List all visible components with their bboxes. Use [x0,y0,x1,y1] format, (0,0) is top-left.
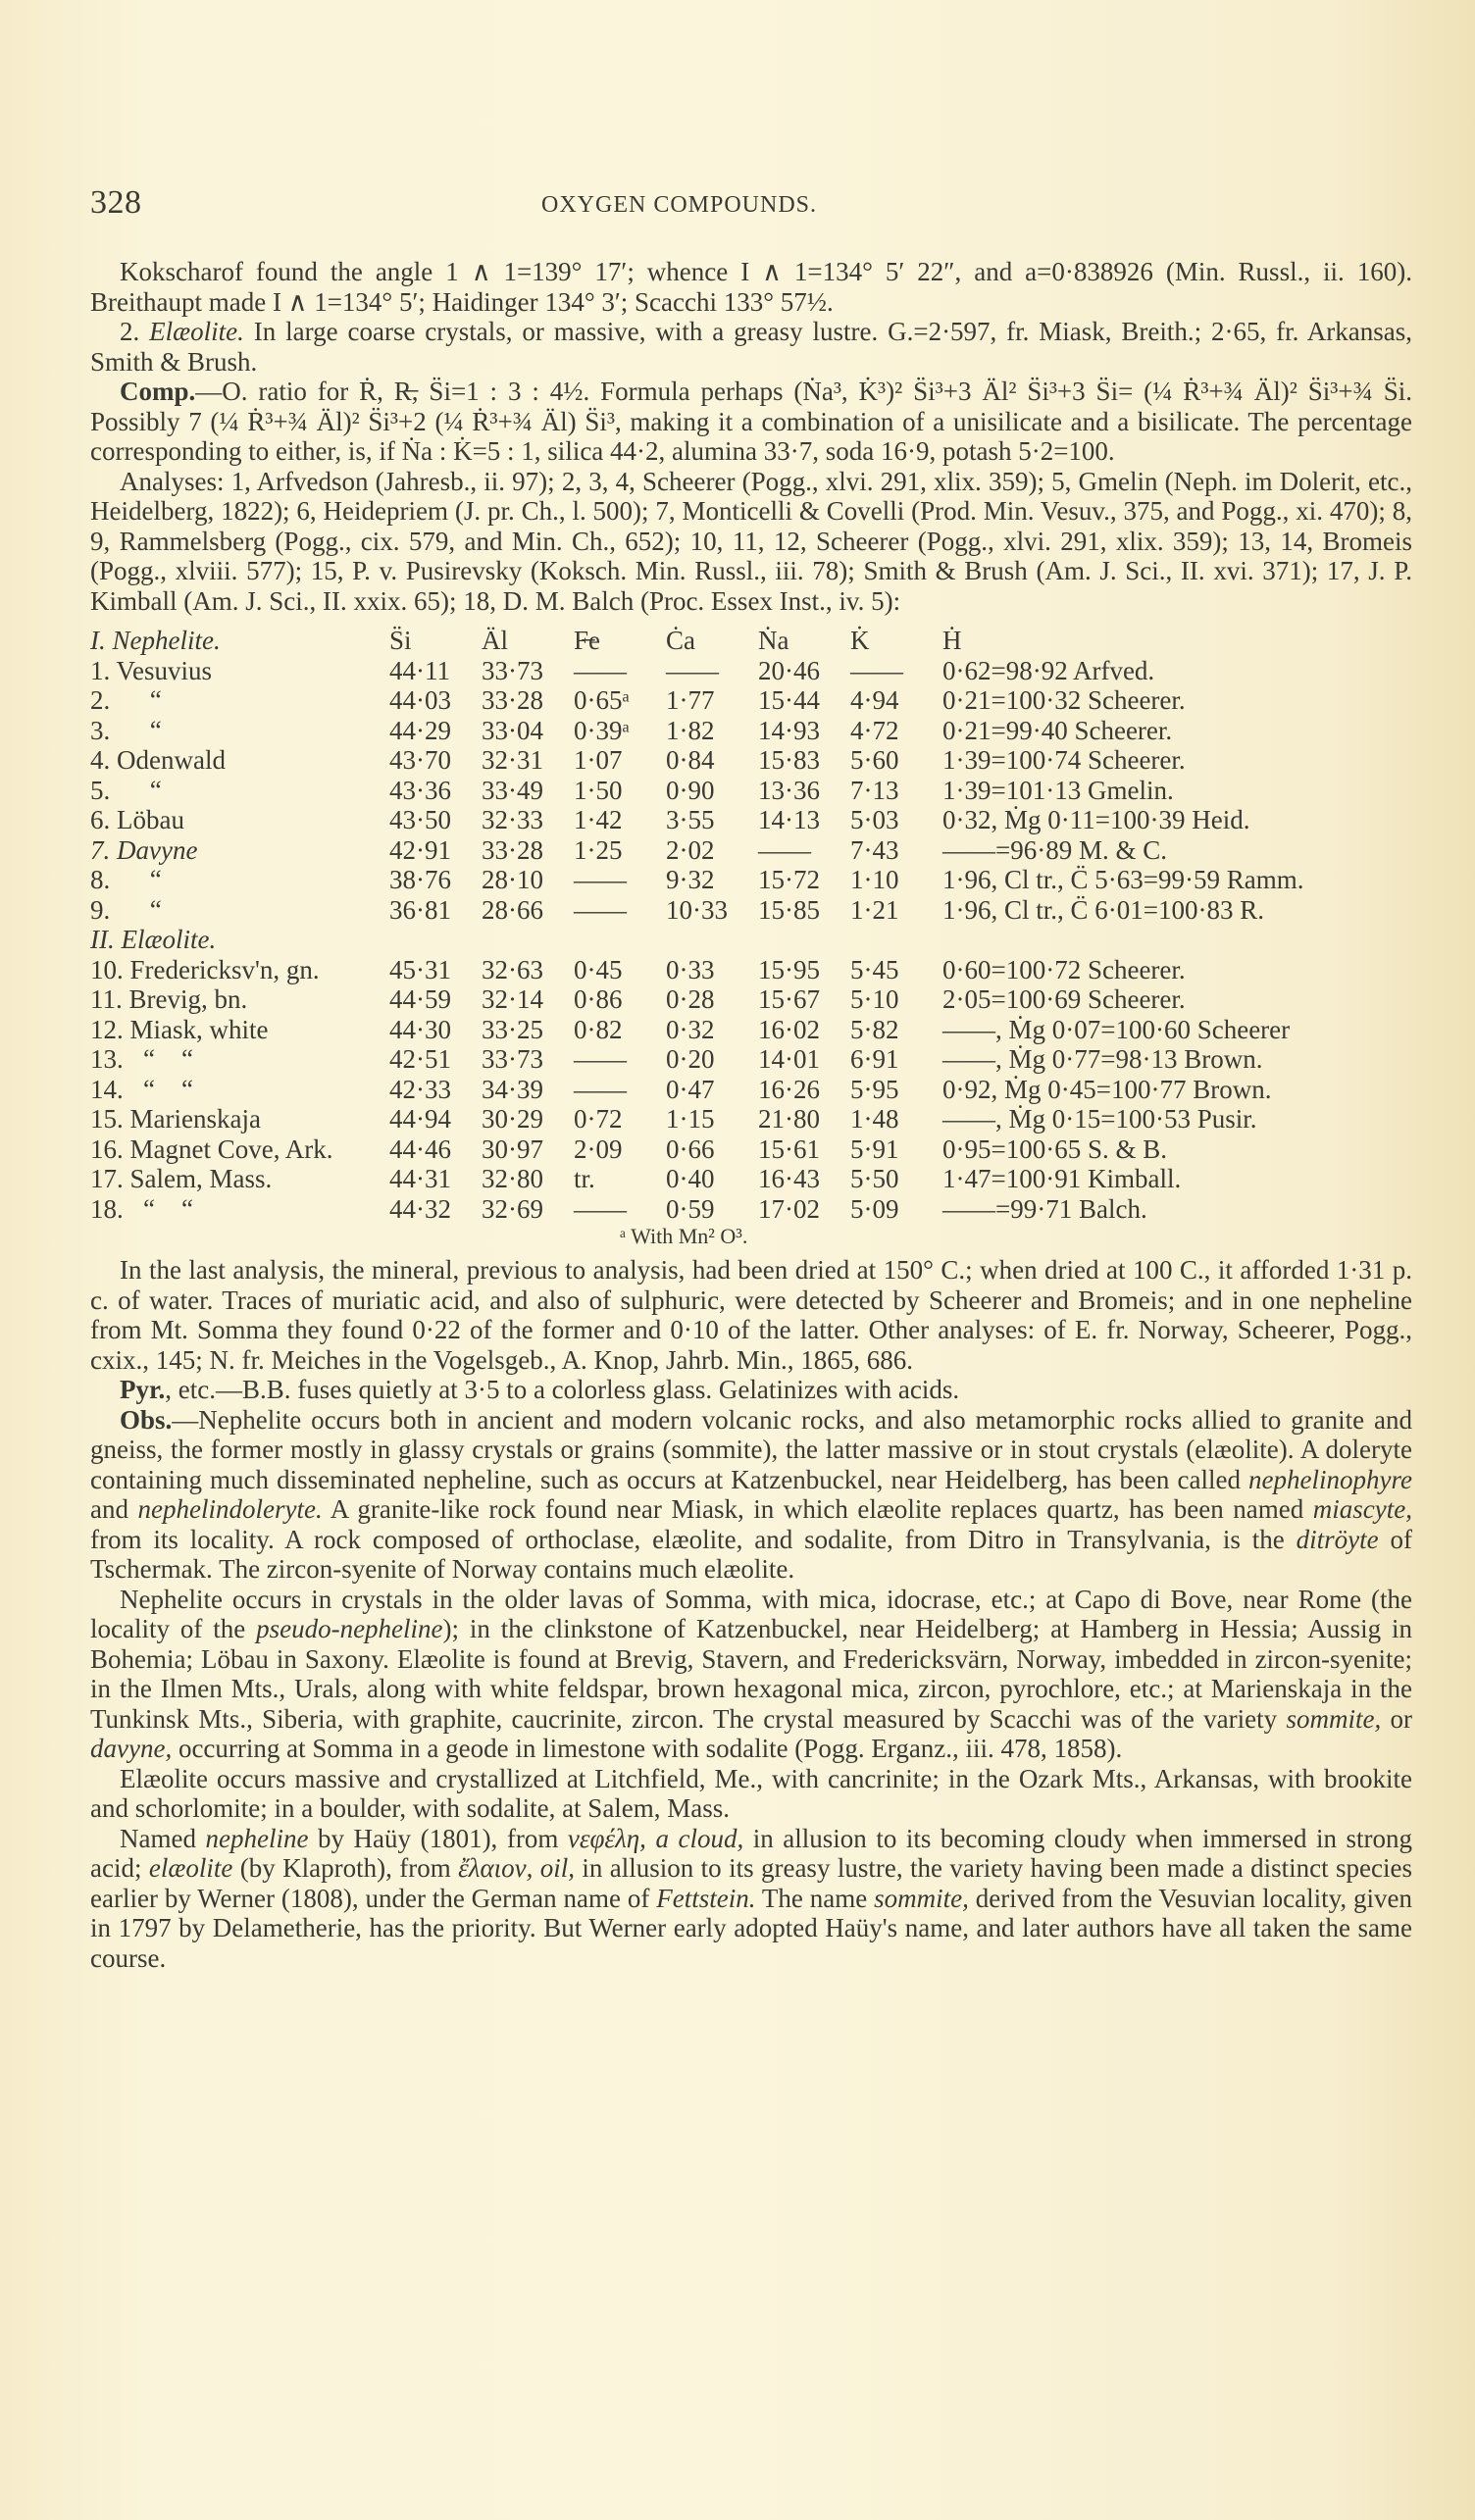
value-cell: 15·67 [758,984,820,1014]
water-total-analyst-cell: 1·39=100·74 Scheerer. [942,745,1186,775]
etymology-text: (by Klaproth), from [232,1853,459,1883]
value-cell: 0·59 [666,1193,715,1224]
table-row [90,716,1303,746]
value-cell: 28·66 [482,894,543,925]
value-cell: 42·51 [389,1044,451,1074]
value-cell: 0·20 [666,1044,715,1074]
page-number: 328 [90,184,142,221]
value-cell: 5·09 [850,1193,899,1224]
water-total-analyst-cell: ——, Ṁg 0·07=100·60 Scheerer [942,1014,1291,1044]
localities-text: Nephelite occurs in crystals in the older lavas of Somma, with mica, idocrase, etc.; at Capo di Bove, near Rome (the locality of the [90,1584,1412,1643]
value-cell: 30·97 [482,1134,543,1164]
elaeolite-description: In large coarse crystals, or massive, with a greasy lustre. G.=2·597, fr. Miask, Breith.; 2·65, fr. Arkansas, Smith & Brush. [90,317,1413,377]
water-total-analyst-cell: 2·05=100·69 Scheerer. [942,984,1186,1014]
value-cell: 32·63 [482,954,543,984]
etymology-text: The name [755,1883,875,1913]
value-cell: 14·01 [758,1044,820,1074]
water-total-analyst-cell: 0·60=100·72 Scheerer. [942,954,1186,984]
elaeolite-number: 2. [120,317,140,346]
table-row [90,865,1303,895]
value-cell: 15·83 [758,745,820,775]
value-cell: 3·55 [666,805,715,834]
water-total-analyst-cell: 0·21=99·40 Scheerer. [942,715,1173,745]
value-cell: 5·60 [850,745,899,775]
value-cell: 1·50 [574,775,623,805]
table-row [90,776,1303,806]
value-cell: 14·13 [758,805,820,834]
table-row [90,685,1303,716]
water-total-analyst-cell: ——, Ṁg 0·77=98·13 Brown. [942,1044,1263,1074]
nephelite-rows [90,656,1303,926]
composition-paragraph [90,377,1412,467]
obs-label: Obs. [120,1404,173,1435]
table-row [90,1134,1303,1165]
table-row [90,656,1303,686]
value-cell: 0·66 [666,1134,715,1164]
value-cell: 38·76 [389,865,451,894]
table-footnote-body [90,1224,1303,1249]
value-cell: 30·29 [482,1104,543,1134]
greek-oil: ἔλαιον, oil, [458,1853,576,1883]
locality-cell: 16. Magnet Cove, Ark. [90,1134,333,1164]
value-cell: 1·82 [666,715,715,745]
footnote-row [90,1224,1303,1249]
value-cell: 32·14 [482,984,543,1014]
value-cell: —— [574,894,627,925]
value-cell: 14·93 [758,715,820,745]
value-cell: 0·28 [666,984,715,1014]
value-cell: 43·50 [389,805,451,834]
value-cell: 0·47 [666,1074,715,1104]
section-title-row [90,925,1303,955]
locality-cell: 18. “ “ [90,1193,193,1224]
table-row [90,835,1303,866]
localities-text: occurring at Somma in a geode in limestone with sodalite (Pogg. Erganz., iii. 478, 1858). [172,1734,1123,1763]
locality-cell: 1. Vesuvius [90,655,213,685]
value-cell: 44·03 [389,685,451,715]
column-header-k: K̇ [850,626,870,655]
value-cell: 28·10 [482,865,543,894]
value-cell: 1·48 [850,1104,899,1134]
table-row [90,1015,1303,1045]
term-sommite: sommite, [874,1883,969,1913]
value-cell: 5·10 [850,984,899,1014]
value-cell: 1·15 [666,1104,715,1134]
value-cell: —— [574,655,627,685]
value-cell: —— [574,1074,627,1104]
analyses-table-wrap [90,626,1412,1249]
value-cell: 1·10 [850,865,899,894]
pyr-label: Pyr. [120,1375,166,1404]
etymology-text: by Haüy (1801), from [308,1823,568,1853]
greek-cloud: νεφέλη, a cloud, [567,1823,744,1853]
value-cell: 13·36 [758,775,820,805]
value-cell: 44·11 [389,655,450,685]
value-cell: 0·65ᵃ [574,685,630,715]
value-cell: 1·07 [574,745,623,775]
column-header-ca: Ċa [666,626,695,655]
elaeolite-section-head [90,925,1303,955]
value-cell: 0·32 [666,1014,715,1044]
analyses-table [90,626,1303,1249]
value-cell: 32·33 [482,805,543,834]
localities-text: or [1381,1703,1412,1734]
table-row [90,1164,1303,1194]
value-cell: 15·61 [758,1134,820,1164]
table-row [90,1075,1303,1105]
etymology-text: derived from the Vesuvian locality, given in 1797 by Delametherie, has the priority. But Werner early adopted Haüy's name, and later authors have all taken the same course. [90,1883,1412,1973]
comp-label: Comp. [120,377,196,406]
american-localities-paragraph: Elæolite occurs massive and crystallized at Litchfield, Me., with cancrinite; in the Ozark Mts., Arkansas, with brookite and schorlomite; in a boulder, with sodalite, at Salem, Mass. [90,1763,1412,1823]
term-elaeolite: elæolite [148,1853,233,1883]
locality-cell: 5. “ [90,775,162,805]
locality-cell: 13. “ “ [90,1044,193,1074]
value-cell: 15·95 [758,954,820,984]
value-cell: —— [574,1044,627,1074]
table-header-row [90,626,1303,656]
observations-paragraph [90,1405,1412,1585]
pyr-text: , etc.—B.B. fuses quietly at 3·5 to a colorless glass. Gelatinizes with acids. [165,1375,960,1404]
locality-cell: 14. “ “ [90,1074,193,1104]
term-nephelinophyre: nephelinophyre [1248,1464,1412,1494]
value-cell: 15·72 [758,865,820,894]
value-cell: 42·91 [389,834,451,865]
localities-text: ); in the clinkstone of Katzenbuckel, near Heidelberg; at Hamberg in Hessia; Aussig in Bohemia; Löbau in Saxony. Elæolite is found at Brevig, Stavern, and Fredericksvärn, Norway, imbedded in zircon-syenite; in the Ilmen Mts., Urals, along with white feldspar, brown hexagonal mica, zircon, pyrochlore, etc.; at Marienskaja in the Tunkinsk Mts., Siberia, with graphite, caucrinite, zircon. The crystal measured by Scacchi was of the variety [90,1614,1412,1734]
term-miascyte: miascyte, [1312,1494,1412,1524]
obs-text: from its locality. A rock composed of orthoclase, elæolite, and sodalite, from Ditro in Transylvania, is the [90,1524,1297,1554]
etymology-text: in allusion to its becoming cloudy when immersed in strong acid; [90,1823,1413,1883]
value-cell: —— [574,865,627,894]
term-nepheline: nepheline [205,1823,309,1853]
value-cell: 33·25 [482,1014,543,1044]
value-cell: tr. [574,1164,595,1193]
table-row [90,1194,1303,1225]
value-cell: 1·77 [666,685,715,715]
water-total-analyst-cell: ——, Ṁg 0·15=100·53 Pusir. [942,1104,1257,1134]
term-sommite: sommite, [1286,1703,1382,1734]
value-cell: 17·02 [758,1193,820,1224]
etymology-text: in allusion to its greasy lustre, the variety having been made a distinct species earlier by Werner (1808), under the German name of [90,1853,1413,1913]
localities-paragraph [90,1585,1412,1764]
value-cell: 33·73 [482,655,543,685]
column-header-fe: F̶e [574,626,600,655]
value-cell: 15·85 [758,894,820,925]
value-cell: 33·73 [482,1044,543,1074]
value-cell: —— [850,655,903,685]
value-cell: 21·80 [758,1104,820,1134]
water-total-analyst-cell: 0·92, Ṁg 0·45=100·77 Brown. [942,1074,1272,1104]
value-cell: 0·82 [574,1014,623,1044]
etymology-paragraph [90,1824,1412,1974]
value-cell: 0·90 [666,775,715,805]
locality-cell: 12. Miask, white [90,1014,269,1044]
value-cell: 44·29 [389,715,451,745]
value-cell: 44·46 [389,1134,451,1164]
locality-cell: 15. Marienskaja [90,1104,261,1134]
angle-paragraph: Kokscharof found the angle 1 ∧ 1=139° 17′; whence I ∧ 1=134° 5′ 22″, and a=0·838926 (Min. Russl., ii. 160). Breithaupt made I ∧ 1=134° 5′; Haidinger 134° 3′; Scacchi 133° 57½. [90,257,1412,317]
water-total-analyst-cell: 1·96, Cl tr., C̈ 5·63=99·59 Ramm. [942,865,1304,894]
value-cell: 7·13 [850,775,899,805]
value-cell: 44·30 [389,1014,451,1044]
comp-text: —O. ratio for Ṙ, R̶, S̈i=1 : 3 : 4½. Formula perhaps (Ṅa³, K̇³)² S̈i³+3 Äl² S̈i³+3 S̈i= (¼ Ṙ³+¾ Äl)² S̈i³+¾ S̈i. Possibly 7 (¼ Ṙ³+¾ Äl)² S̈i³+2 (¼ Ṙ³+¾ Äl) S̈i³, making it a combination of a unisilicate and a bisilicate. The percentage corresponding to either, is, if Ṅa : K̇=5 : 1, silica 44·2, alumina 33·7, soda 16·9, potash 5·2=100. [90,377,1412,466]
value-cell: 43·70 [389,745,451,775]
value-cell: 16·26 [758,1074,820,1104]
value-cell: 15·44 [758,685,820,715]
column-header-si: S̈i [389,626,412,655]
running-title: OXYGEN COMPOUNDS. [541,192,818,218]
water-total-analyst-cell: 0·95=100·65 S. & B. [942,1134,1167,1164]
obs-text: and [90,1494,138,1524]
value-cell: —— [666,655,719,685]
table-row [90,1044,1303,1075]
value-cell: 2·09 [574,1134,623,1164]
value-cell: 45·31 [389,954,451,984]
value-cell: 1·25 [574,834,623,865]
value-cell: 33·49 [482,775,543,805]
value-cell: 20·46 [758,655,820,685]
obs-text: —Nephelite occurs both in ancient and modern volcanic rocks, and also metamorphic rocks allied to granite and gneiss, the former mostly in glassy crystals or grains (sommite), the latter massive or in stout crystals (elæolite). A doleryte containing much disseminated nepheline, such as occurs at Katzenbuckel, near Heidelberg, has been called [90,1404,1412,1494]
value-cell: 6·91 [850,1044,899,1074]
table-row [90,955,1303,985]
term-ditroyte: ditröyte [1296,1524,1379,1554]
locality-cell: 17. Salem, Mass. [90,1164,273,1193]
value-cell: 0·40 [666,1164,715,1193]
value-cell: 2·02 [666,834,715,865]
drying-paragraph: In the last analysis, the mineral, previous to analysis, had been dried at 150° C.; when dried at 100 C., it afforded 1·31 p. c. of water. Traces of muriatic acid, and also of sulphuric, were detected by Scheerer and Bromeis; and in one nepheline from Mt. Somma they found 0·22 of the former and 0·10 of the latter. Other analyses: of E. fr. Norway, Scheerer, Pogg., cxix., 145; N. fr. Meiches in the Vogelsgeb., A. Knop, Jahrb. Min., 1865, 686. [90,1255,1412,1375]
etymology-text: Named [120,1823,206,1853]
value-cell: 33·28 [482,685,543,715]
value-cell: 16·02 [758,1014,820,1044]
value-cell: 36·81 [389,894,451,925]
value-cell: 4·94 [850,685,899,715]
value-cell: 7·43 [850,834,899,865]
value-cell: 32·80 [482,1164,543,1193]
value-cell: 0·33 [666,954,715,984]
locality-cell: 2. “ [90,685,162,715]
term-pseudo-nepheline: pseudo-nepheline [256,1614,443,1643]
water-total-analyst-cell: ——=99·71 Balch. [942,1193,1147,1224]
locality-cell: 8. “ [90,865,162,894]
value-cell: 32·69 [482,1193,543,1224]
running-head [90,184,1412,224]
water-total-analyst-cell: 1·39=101·13 Gmelin. [942,775,1174,805]
value-cell: 5·50 [850,1164,899,1193]
table-row [90,1104,1303,1134]
value-cell: 42·33 [389,1074,451,1104]
term-fettstein: Fettstein. [656,1883,756,1913]
locality-cell: 4. Odenwald [90,745,226,775]
value-cell: 0·84 [666,745,715,775]
value-cell: 5·82 [850,1014,899,1044]
value-cell: 0·72 [574,1104,623,1134]
value-cell: 5·91 [850,1134,899,1164]
term-nephelindoleryte: nephelindoleryte. [137,1494,323,1524]
locality-cell: 9. “ [90,894,162,925]
value-cell: 43·36 [389,775,451,805]
water-total-analyst-cell: 1·47=100·91 Kimball. [942,1164,1182,1193]
value-cell: 1·42 [574,805,623,834]
page-body [90,257,1412,1973]
table-row [90,805,1303,835]
value-cell: 5·95 [850,1074,899,1104]
water-total-analyst-cell: 0·21=100·32 Scheerer. [942,685,1186,715]
value-cell: 9·32 [666,865,715,894]
value-cell: 32·31 [482,745,543,775]
obs-text: of Tschermak. The zircon-syenite of Norway contains much elæolite. [90,1524,1412,1584]
water-total-analyst-cell: 0·62=98·92 Arfved. [942,655,1155,685]
table-row [90,745,1303,776]
value-cell: —— [758,834,811,865]
section-title: II. Elæolite. [90,925,217,954]
locality-cell: 11. Brevig, bn. [90,984,248,1014]
elaeolite-rows [90,955,1303,1225]
value-cell: 44·31 [389,1164,451,1193]
section-title: I. Nephelite. [90,626,221,655]
value-cell: 0·45 [574,954,623,984]
value-cell: 5·45 [850,954,899,984]
water-total-analyst-cell: ——=96·89 M. & C. [942,834,1167,865]
water-total-analyst-cell: 1·96, Cl tr., C̈ 6·01=100·83 R. [942,894,1264,925]
value-cell: 33·28 [482,834,543,865]
value-cell: 44·94 [389,1104,451,1134]
value-cell: 34·39 [482,1074,543,1104]
value-cell: 10·33 [666,894,728,925]
pyrognostics-paragraph [90,1375,1412,1405]
table-row [90,984,1303,1015]
water-total-analyst-cell: 0·32, Ṁg 0·11=100·39 Heid. [942,805,1250,834]
value-cell: 44·32 [389,1193,451,1224]
term-davyne: davyne, [90,1734,173,1763]
column-header-al: Äl [482,626,508,655]
value-cell: 44·59 [389,984,451,1014]
elaeolite-name: Elæolite. [149,317,244,346]
column-header-na: Ṅa [758,626,789,655]
value-cell: —— [574,1193,627,1224]
value-cell: 0·39ᵃ [574,715,630,745]
value-cell: 16·43 [758,1164,820,1193]
locality-cell: 7. Davyne [90,834,198,865]
value-cell: 4·72 [850,715,899,745]
table-row [90,895,1303,926]
elaeolite-paragraph [90,317,1412,377]
column-header-h: Ḣ [942,626,962,655]
table-footnote: ᵃ With Mn² O³. [620,1224,748,1248]
obs-text: A granite-like rock found near Miask, in which elæolite replaces quartz, has been named [322,1494,1313,1524]
value-cell: 1·21 [850,894,899,925]
analyses-references: Analyses: 1, Arfvedson (Jahresb., ii. 97); 2, 3, 4, Scheerer (Pogg., xlvi. 291, xlix. 359); 5, Gmelin (Neph. im Dolerit, etc., Heidelberg, 1822); 6, Heidepriem (J. pr. Ch., l. 500); 7, Monticelli & Covelli (Prod. Min. Vesuv., 375, and Pogg., xi. 470); 8, 9, Rammelsberg (Pogg., cix. 579, and Min. Ch., 652); 10, 11, 12, Scheerer (Pogg., xlvi. 291, xlix. 359); 13, 14, Bromeis (Pogg., xlviii. 577); 15, P. v. Pusirevsky (Koksch. Min. Russl., iii. 78); Smith & Brush (Am. J. Sci., II. xvi. 371); 17, J. P. Kimball (Am. J. Sci., II. xxix. 65); 18, D. M. Balch (Proc. Essex Inst., iv. 5): [90,466,1412,616]
locality-cell: 10. Fredericksv'n, gn. [90,954,320,984]
value-cell: 0·86 [574,984,623,1014]
locality-cell: 6. Löbau [90,805,184,834]
locality-cell: 3. “ [90,715,162,745]
value-cell: 33·04 [482,715,543,745]
value-cell: 5·03 [850,805,899,834]
